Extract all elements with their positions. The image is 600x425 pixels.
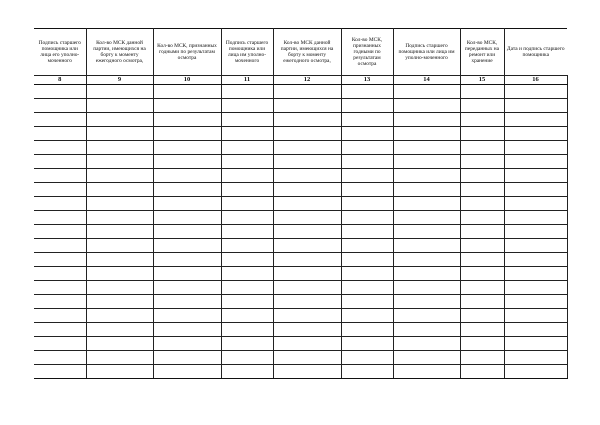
table-cell[interactable] bbox=[86, 197, 153, 211]
table-cell[interactable] bbox=[153, 309, 221, 323]
column-number: 12 bbox=[273, 76, 341, 85]
column-header-16: Дата и подпись старшего помощника bbox=[504, 29, 567, 76]
table-row bbox=[34, 225, 567, 239]
table-cell[interactable] bbox=[34, 323, 86, 337]
table-cell[interactable] bbox=[504, 211, 567, 225]
table-cell[interactable] bbox=[34, 267, 86, 281]
table-cell[interactable] bbox=[504, 169, 567, 183]
table-cell[interactable] bbox=[504, 99, 567, 113]
table-cell[interactable] bbox=[504, 239, 567, 253]
table-cell[interactable] bbox=[341, 351, 393, 365]
table-cell[interactable] bbox=[273, 267, 341, 281]
table-cell[interactable] bbox=[86, 239, 153, 253]
table-cell[interactable] bbox=[221, 225, 273, 239]
table-cell[interactable] bbox=[273, 337, 341, 351]
column-header-8: Подпись старшего помощника или лица его уполно-моченного bbox=[34, 29, 86, 76]
table-cell[interactable] bbox=[221, 239, 273, 253]
table-cell[interactable] bbox=[460, 197, 504, 211]
table-cell[interactable] bbox=[86, 295, 153, 309]
header-row bbox=[34, 29, 567, 76]
table-row bbox=[34, 267, 567, 281]
table-cell[interactable] bbox=[273, 113, 341, 127]
table-cell[interactable] bbox=[504, 309, 567, 323]
table-cell[interactable] bbox=[504, 295, 567, 309]
table-cell[interactable] bbox=[153, 253, 221, 267]
table-cell[interactable] bbox=[341, 99, 393, 113]
table-cell[interactable] bbox=[153, 295, 221, 309]
table-cell[interactable] bbox=[460, 309, 504, 323]
table-cell[interactable] bbox=[221, 155, 273, 169]
table-cell[interactable] bbox=[273, 225, 341, 239]
table-cell[interactable] bbox=[34, 197, 86, 211]
table-cell[interactable] bbox=[460, 281, 504, 295]
table-row bbox=[34, 351, 567, 365]
table-cell[interactable] bbox=[341, 267, 393, 281]
table-cell[interactable] bbox=[460, 337, 504, 351]
table-cell[interactable] bbox=[86, 365, 153, 379]
table-cell[interactable] bbox=[86, 85, 153, 99]
table-cell[interactable] bbox=[273, 155, 341, 169]
table-cell[interactable] bbox=[153, 169, 221, 183]
column-number: 9 bbox=[86, 76, 153, 85]
table-cell[interactable] bbox=[86, 253, 153, 267]
column-number: 15 bbox=[460, 76, 504, 85]
table-cell[interactable] bbox=[504, 113, 567, 127]
table-cell[interactable] bbox=[460, 183, 504, 197]
table-cell[interactable] bbox=[153, 365, 221, 379]
table-row bbox=[34, 141, 567, 155]
table-cell[interactable] bbox=[34, 351, 86, 365]
table-cell[interactable] bbox=[504, 281, 567, 295]
table-cell[interactable] bbox=[341, 183, 393, 197]
table-cell[interactable] bbox=[393, 183, 460, 197]
table-cell[interactable] bbox=[34, 85, 86, 99]
table-cell[interactable] bbox=[393, 225, 460, 239]
table-cell[interactable] bbox=[86, 281, 153, 295]
table-cell[interactable] bbox=[34, 155, 86, 169]
table-cell[interactable] bbox=[393, 309, 460, 323]
table-cell[interactable] bbox=[341, 309, 393, 323]
column-header-9: Кол-во МСК данной партии, имеющихся на борту к моменту ежегодного осмотра, bbox=[86, 29, 153, 76]
table-cell[interactable] bbox=[273, 309, 341, 323]
column-number: 16 bbox=[504, 76, 567, 85]
table-cell[interactable] bbox=[86, 155, 153, 169]
column-number: 13 bbox=[341, 76, 393, 85]
table-cell[interactable] bbox=[153, 351, 221, 365]
table-cell[interactable] bbox=[460, 225, 504, 239]
column-header-14: Подпись старшего помощника или лица им уполно-моченного bbox=[393, 29, 460, 76]
table-cell[interactable] bbox=[393, 169, 460, 183]
table-cell[interactable] bbox=[34, 295, 86, 309]
table-row bbox=[34, 295, 567, 309]
table-cell[interactable] bbox=[460, 323, 504, 337]
column-number: 14 bbox=[393, 76, 460, 85]
table-row bbox=[34, 239, 567, 253]
table-cell[interactable] bbox=[221, 351, 273, 365]
table-cell[interactable] bbox=[273, 99, 341, 113]
table-cell[interactable] bbox=[86, 225, 153, 239]
table-cell[interactable] bbox=[393, 351, 460, 365]
table-cell[interactable] bbox=[460, 295, 504, 309]
table-row bbox=[34, 337, 567, 351]
table-cell[interactable] bbox=[86, 337, 153, 351]
table-cell[interactable] bbox=[34, 309, 86, 323]
table-cell[interactable] bbox=[86, 267, 153, 281]
table-cell[interactable] bbox=[341, 225, 393, 239]
table-cell[interactable] bbox=[460, 141, 504, 155]
table-cell[interactable] bbox=[34, 183, 86, 197]
table-cell[interactable] bbox=[86, 323, 153, 337]
table-cell[interactable] bbox=[460, 99, 504, 113]
table-cell[interactable] bbox=[153, 85, 221, 99]
table-cell[interactable] bbox=[86, 351, 153, 365]
table-row bbox=[34, 323, 567, 337]
table-cell[interactable] bbox=[221, 323, 273, 337]
table-cell[interactable] bbox=[504, 155, 567, 169]
table-cell[interactable] bbox=[273, 351, 341, 365]
table-cell[interactable] bbox=[393, 267, 460, 281]
table-cell[interactable] bbox=[393, 323, 460, 337]
column-header-12: Кол-во МСК данной партии, имеющихся на борту к моменту ежегодного осмотра, bbox=[273, 29, 341, 76]
table-cell[interactable] bbox=[221, 99, 273, 113]
table-cell[interactable] bbox=[504, 127, 567, 141]
table-cell[interactable] bbox=[460, 365, 504, 379]
table-cell[interactable] bbox=[153, 99, 221, 113]
table-cell[interactable] bbox=[153, 155, 221, 169]
table-cell[interactable] bbox=[393, 211, 460, 225]
table-cell[interactable] bbox=[34, 141, 86, 155]
column-header-13: Кол-во МСК, признанных годными по результатам осмотра bbox=[341, 29, 393, 76]
table-cell[interactable] bbox=[273, 323, 341, 337]
column-header-10: Кол-во МСК, признанных годными по результатам осмотра bbox=[153, 29, 221, 76]
table-cell[interactable] bbox=[393, 253, 460, 267]
table-cell[interactable] bbox=[504, 267, 567, 281]
table-cell[interactable] bbox=[273, 197, 341, 211]
table-cell[interactable] bbox=[504, 141, 567, 155]
table-cell[interactable] bbox=[221, 365, 273, 379]
table-row bbox=[34, 365, 567, 379]
table-row bbox=[34, 183, 567, 197]
table-cell[interactable] bbox=[86, 183, 153, 197]
table-cell[interactable] bbox=[153, 281, 221, 295]
table-cell[interactable] bbox=[153, 337, 221, 351]
table-cell[interactable] bbox=[273, 365, 341, 379]
table-cell[interactable] bbox=[504, 183, 567, 197]
table-cell[interactable] bbox=[504, 253, 567, 267]
table-cell[interactable] bbox=[86, 309, 153, 323]
table-cell[interactable] bbox=[273, 141, 341, 155]
table-cell[interactable] bbox=[221, 281, 273, 295]
table-cell[interactable] bbox=[86, 99, 153, 113]
table-cell[interactable] bbox=[341, 127, 393, 141]
table-cell[interactable] bbox=[34, 281, 86, 295]
table-row bbox=[34, 169, 567, 183]
table-cell[interactable] bbox=[341, 239, 393, 253]
table-cell[interactable] bbox=[504, 225, 567, 239]
table-cell[interactable] bbox=[221, 337, 273, 351]
table-cell[interactable] bbox=[273, 169, 341, 183]
table-cell[interactable] bbox=[460, 169, 504, 183]
table-cell[interactable] bbox=[221, 183, 273, 197]
table-cell[interactable] bbox=[86, 127, 153, 141]
table-cell[interactable] bbox=[273, 239, 341, 253]
table-cell[interactable] bbox=[34, 337, 86, 351]
table-cell[interactable] bbox=[504, 85, 567, 99]
table-cell[interactable] bbox=[460, 351, 504, 365]
column-number: 11 bbox=[221, 76, 273, 85]
table-cell[interactable] bbox=[273, 211, 341, 225]
table-cell[interactable] bbox=[34, 225, 86, 239]
table-cell[interactable] bbox=[153, 225, 221, 239]
table-cell[interactable] bbox=[393, 337, 460, 351]
table-cell[interactable] bbox=[273, 253, 341, 267]
table-cell[interactable] bbox=[341, 155, 393, 169]
table-row bbox=[34, 155, 567, 169]
table-cell[interactable] bbox=[86, 169, 153, 183]
table-cell[interactable] bbox=[34, 99, 86, 113]
table-cell[interactable] bbox=[221, 295, 273, 309]
table-cell[interactable] bbox=[273, 183, 341, 197]
table-cell[interactable] bbox=[341, 337, 393, 351]
table-cell[interactable] bbox=[393, 295, 460, 309]
table-row bbox=[34, 99, 567, 113]
table-cell[interactable] bbox=[153, 113, 221, 127]
column-header-15: Кол-во МСК, переданных на ремонт или хранение bbox=[460, 29, 504, 76]
table-cell[interactable] bbox=[460, 113, 504, 127]
column-number: 8 bbox=[34, 76, 86, 85]
table-cell[interactable] bbox=[273, 295, 341, 309]
table-cell[interactable] bbox=[504, 197, 567, 211]
table-cell[interactable] bbox=[393, 99, 460, 113]
table-cell[interactable] bbox=[504, 351, 567, 365]
table-cell[interactable] bbox=[393, 85, 460, 99]
table-cell[interactable] bbox=[34, 365, 86, 379]
table-cell[interactable] bbox=[393, 155, 460, 169]
table-cell[interactable] bbox=[86, 141, 153, 155]
log-form-table bbox=[34, 28, 567, 379]
table-body bbox=[34, 85, 567, 379]
table-cell[interactable] bbox=[504, 365, 567, 379]
table-cell[interactable] bbox=[221, 85, 273, 99]
table-row bbox=[34, 281, 567, 295]
table-cell[interactable] bbox=[153, 197, 221, 211]
table-cell[interactable] bbox=[504, 323, 567, 337]
table-cell[interactable] bbox=[460, 85, 504, 99]
table-cell[interactable] bbox=[341, 141, 393, 155]
table-cell[interactable] bbox=[341, 85, 393, 99]
table-cell[interactable] bbox=[221, 267, 273, 281]
table-row bbox=[34, 197, 567, 211]
column-number: 10 bbox=[153, 76, 221, 85]
table-cell[interactable] bbox=[273, 85, 341, 99]
table-row bbox=[34, 253, 567, 267]
table-cell[interactable] bbox=[341, 295, 393, 309]
table-cell[interactable] bbox=[34, 127, 86, 141]
table-row bbox=[34, 309, 567, 323]
table-cell[interactable] bbox=[341, 365, 393, 379]
table-cell[interactable] bbox=[504, 337, 567, 351]
table-cell[interactable] bbox=[393, 197, 460, 211]
table-row bbox=[34, 211, 567, 225]
table-cell[interactable] bbox=[341, 211, 393, 225]
table-cell[interactable] bbox=[341, 281, 393, 295]
table-cell[interactable] bbox=[34, 253, 86, 267]
table-cell[interactable] bbox=[393, 113, 460, 127]
table-cell[interactable] bbox=[341, 113, 393, 127]
table-cell[interactable] bbox=[221, 309, 273, 323]
table-cell[interactable] bbox=[153, 183, 221, 197]
table-cell[interactable] bbox=[86, 113, 153, 127]
table-cell[interactable] bbox=[273, 281, 341, 295]
table-cell[interactable] bbox=[460, 127, 504, 141]
table-row bbox=[34, 85, 567, 99]
table-cell[interactable] bbox=[460, 267, 504, 281]
table-cell[interactable] bbox=[153, 211, 221, 225]
table-cell[interactable] bbox=[153, 323, 221, 337]
table-cell[interactable] bbox=[273, 127, 341, 141]
table-cell[interactable] bbox=[341, 253, 393, 267]
table-cell[interactable] bbox=[221, 211, 273, 225]
table-cell[interactable] bbox=[153, 239, 221, 253]
table-cell[interactable] bbox=[221, 113, 273, 127]
table-cell[interactable] bbox=[153, 141, 221, 155]
table-cell[interactable] bbox=[393, 281, 460, 295]
table-cell[interactable] bbox=[341, 169, 393, 183]
table-cell[interactable] bbox=[153, 127, 221, 141]
table-cell[interactable] bbox=[153, 267, 221, 281]
table-cell[interactable] bbox=[341, 197, 393, 211]
table-cell[interactable] bbox=[341, 323, 393, 337]
table-cell[interactable] bbox=[221, 141, 273, 155]
column-header-11: Подпись старшего помощника или лица им уполно-моченного bbox=[221, 29, 273, 76]
table-cell[interactable] bbox=[34, 211, 86, 225]
table-row bbox=[34, 113, 567, 127]
table-cell[interactable] bbox=[460, 211, 504, 225]
table-cell[interactable] bbox=[221, 253, 273, 267]
table-cell[interactable] bbox=[393, 141, 460, 155]
table-cell[interactable] bbox=[460, 253, 504, 267]
table-cell[interactable] bbox=[86, 211, 153, 225]
table-row bbox=[34, 127, 567, 141]
table-cell[interactable] bbox=[221, 127, 273, 141]
table-cell[interactable] bbox=[34, 239, 86, 253]
table-cell[interactable] bbox=[221, 197, 273, 211]
table-cell[interactable] bbox=[460, 155, 504, 169]
table-cell[interactable] bbox=[393, 127, 460, 141]
column-number-row bbox=[34, 76, 567, 85]
table-cell[interactable] bbox=[393, 365, 460, 379]
table-cell[interactable] bbox=[460, 239, 504, 253]
table-cell[interactable] bbox=[34, 169, 86, 183]
table-cell[interactable] bbox=[393, 239, 460, 253]
table-cell[interactable] bbox=[34, 113, 86, 127]
table-cell[interactable] bbox=[221, 169, 273, 183]
